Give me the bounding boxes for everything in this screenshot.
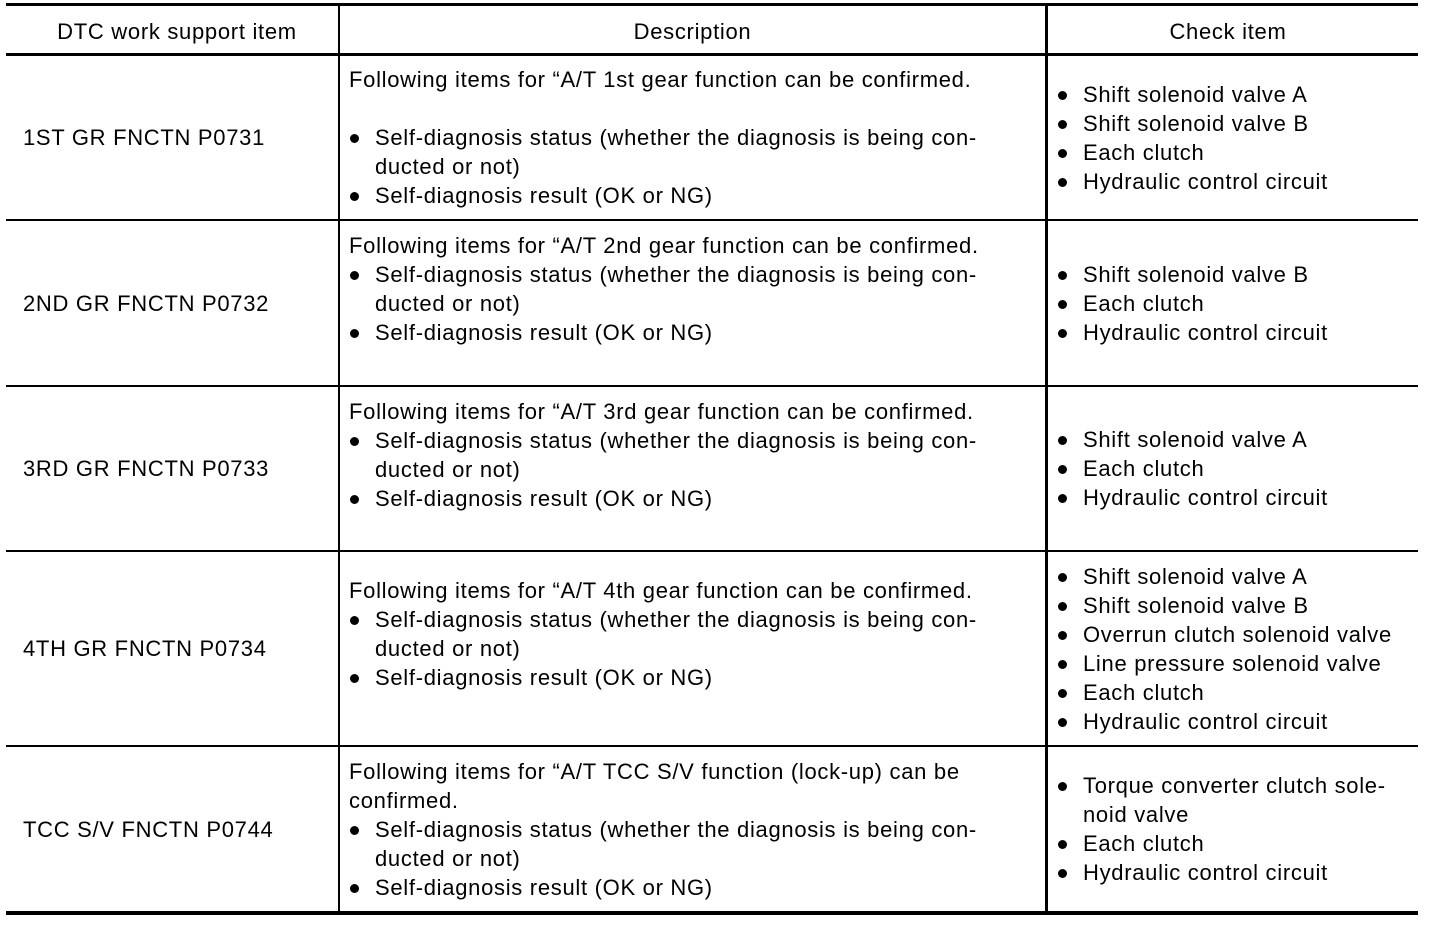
bullet-icon <box>350 616 359 625</box>
check-item-text: Line pressure solenoid valve <box>1083 650 1382 676</box>
check-item-text: Hydraulic control circuit <box>1083 708 1328 734</box>
description-cell <box>340 747 1048 911</box>
description-intro: confirmed. <box>349 787 459 813</box>
check-item-text: Shift solenoid valve A <box>1083 563 1308 589</box>
description-bullet <box>349 484 1045 513</box>
bullet-text-line: ducted or not) <box>375 845 521 871</box>
header-cell-dtc-item <box>6 6 340 53</box>
check-item <box>1057 138 1418 167</box>
bullet-icon <box>1058 329 1067 338</box>
bullet-icon <box>1058 271 1067 280</box>
bullet-text-line: ducted or not) <box>375 636 521 661</box>
bullet-text-line: Self-diagnosis result (OK or NG) <box>375 486 713 511</box>
check-item <box>1057 425 1418 454</box>
dtc-item-cell <box>6 552 340 745</box>
check-item-text: Hydraulic control circuit <box>1083 319 1328 345</box>
bullet-text-line: Self-diagnosis status (whether the diagnosis is being con- <box>375 816 977 842</box>
bullet-text-line: Self-diagnosis status (whether the diagnosis is being con- <box>375 428 977 453</box>
bullet-text-line: ducted or not) <box>375 291 521 316</box>
header-cell-check-item <box>1048 6 1418 53</box>
check-item-text: Shift solenoid valve B <box>1083 110 1309 136</box>
check-item-cell <box>1048 221 1418 385</box>
dtc-item-label: TCC S/V FNCTN P0744 <box>23 816 274 842</box>
description-cell <box>340 221 1048 385</box>
description-cell <box>340 387 1048 550</box>
check-item-text: Each clutch <box>1083 139 1205 165</box>
table-row <box>6 56 1418 221</box>
check-item-text: noid valve <box>1083 802 1190 827</box>
dtc-item-label: 4TH GR FNCTN P0734 <box>23 636 267 661</box>
bullet-icon <box>1058 573 1067 582</box>
dtc-item-label: 2ND GR FNCTN P0732 <box>23 290 270 316</box>
description-intro: Following items for “A/T 1st gear function can be confirmed. <box>349 67 972 92</box>
check-item-text: Each clutch <box>1083 831 1205 856</box>
check-item <box>1057 591 1418 620</box>
bullet-icon <box>350 884 359 893</box>
bullet-text-line: Self-diagnosis result (OK or NG) <box>375 183 713 208</box>
bullet-icon <box>350 329 359 338</box>
header-cell-description <box>340 6 1048 53</box>
bullet-icon <box>350 826 359 835</box>
check-item-text: Torque converter clutch sole- <box>1083 773 1386 798</box>
bullet-text-line: Self-diagnosis status (whether the diagnosis is being con- <box>375 262 977 287</box>
check-item-cell <box>1048 747 1418 911</box>
check-item <box>1057 260 1418 289</box>
bullet-text-line: ducted or not) <box>375 457 521 482</box>
description-bullet <box>349 181 1045 210</box>
header-dtc-item-label: DTC work support item <box>57 18 297 44</box>
check-item <box>1057 318 1418 347</box>
bullet-icon <box>350 271 359 280</box>
check-item-text: Hydraulic control circuit <box>1083 860 1328 885</box>
dtc-work-support-table <box>6 3 1418 915</box>
bullet-icon <box>1058 631 1067 640</box>
check-item <box>1057 620 1418 649</box>
header-row <box>6 6 1418 56</box>
check-item <box>1057 454 1418 483</box>
check-item-text: Each clutch <box>1083 456 1205 481</box>
check-item-text: Each clutch <box>1083 679 1205 705</box>
bullet-text-line: Self-diagnosis status (whether the diagnosis is being con- <box>375 125 977 150</box>
description-bullet <box>349 123 1045 181</box>
bullet-icon <box>1058 494 1067 503</box>
check-item <box>1057 829 1418 858</box>
bullet-icon <box>350 495 359 504</box>
description-bullet <box>349 873 1045 902</box>
dtc-item-cell <box>6 747 340 911</box>
check-item <box>1057 562 1418 591</box>
check-item-text: Shift solenoid valve B <box>1083 261 1309 287</box>
bullet-icon <box>1058 602 1067 611</box>
description-cell <box>340 56 1048 219</box>
bullet-icon <box>1058 465 1067 474</box>
check-item <box>1057 707 1418 736</box>
check-item-text: Shift solenoid valve B <box>1083 592 1309 618</box>
bullet-icon <box>1058 840 1067 849</box>
bullet-icon <box>1058 178 1067 187</box>
description-bullet <box>349 426 1045 484</box>
bullet-text-line: ducted or not) <box>375 154 521 179</box>
check-item-cell <box>1048 56 1418 219</box>
check-item-text: Shift solenoid valve A <box>1083 427 1308 452</box>
check-item-text: Shift solenoid valve A <box>1083 81 1308 107</box>
bullet-text-line: Self-diagnosis result (OK or NG) <box>375 874 713 900</box>
check-item-cell <box>1048 552 1418 745</box>
check-item <box>1057 678 1418 707</box>
dtc-item-cell <box>6 387 340 550</box>
table-row <box>6 552 1418 747</box>
bullet-icon <box>350 134 359 143</box>
description-bullet <box>349 260 1045 318</box>
check-item-text: Hydraulic control circuit <box>1083 485 1328 510</box>
check-item-cell <box>1048 387 1418 550</box>
description-bullet <box>349 605 1045 663</box>
bullet-icon <box>1058 300 1067 309</box>
table-row <box>6 387 1418 552</box>
bullet-icon <box>1058 660 1067 669</box>
bullet-icon <box>1058 91 1067 100</box>
check-item <box>1057 289 1418 318</box>
bullet-icon <box>1058 869 1067 878</box>
table-row <box>6 747 1418 911</box>
bullet-icon <box>350 437 359 446</box>
bullet-text-line: Self-diagnosis status (whether the diagnosis is being con- <box>375 607 977 632</box>
description-intro: Following items for “A/T TCC S/V function (lock-up) can be <box>349 758 960 784</box>
bullet-text-line: Self-diagnosis result (OK or NG) <box>375 665 713 690</box>
bullet-icon <box>1058 718 1067 727</box>
description-bullet <box>349 815 1045 873</box>
check-item-text: Overrun clutch solenoid valve <box>1083 621 1392 647</box>
description-intro: Following items for “A/T 4th gear function can be confirmed. <box>349 578 973 603</box>
description-bullet <box>349 318 1045 347</box>
dtc-item-label: 3RD GR FNCTN P0733 <box>23 456 270 481</box>
bullet-icon <box>350 674 359 683</box>
bullet-icon <box>1058 689 1067 698</box>
bullet-text-line: Self-diagnosis result (OK or NG) <box>375 320 713 345</box>
bullet-icon <box>1058 782 1067 791</box>
header-description-label: Description <box>633 18 752 44</box>
description-bullet <box>349 663 1045 692</box>
bullet-icon <box>1058 436 1067 445</box>
bullet-icon <box>1058 149 1067 158</box>
check-item-text: Each clutch <box>1083 290 1205 316</box>
check-item <box>1057 109 1418 138</box>
bullet-icon <box>1058 120 1067 129</box>
check-item <box>1057 649 1418 678</box>
check-item <box>1057 80 1418 109</box>
header-check-item-label: Check item <box>1169 18 1287 44</box>
dtc-item-cell <box>6 56 340 219</box>
check-item <box>1057 771 1418 829</box>
check-item-text: Hydraulic control circuit <box>1083 168 1328 194</box>
check-item <box>1057 483 1418 512</box>
check-item <box>1057 858 1418 887</box>
description-cell <box>340 552 1048 745</box>
bullet-icon <box>350 192 359 201</box>
check-item <box>1057 167 1418 196</box>
dtc-item-cell <box>6 221 340 385</box>
description-intro: Following items for “A/T 3rd gear function can be confirmed. <box>349 399 974 424</box>
dtc-item-label: 1ST GR FNCTN P0731 <box>23 125 266 150</box>
table-row <box>6 221 1418 387</box>
description-intro: Following items for “A/T 2nd gear function can be confirmed. <box>349 233 979 258</box>
